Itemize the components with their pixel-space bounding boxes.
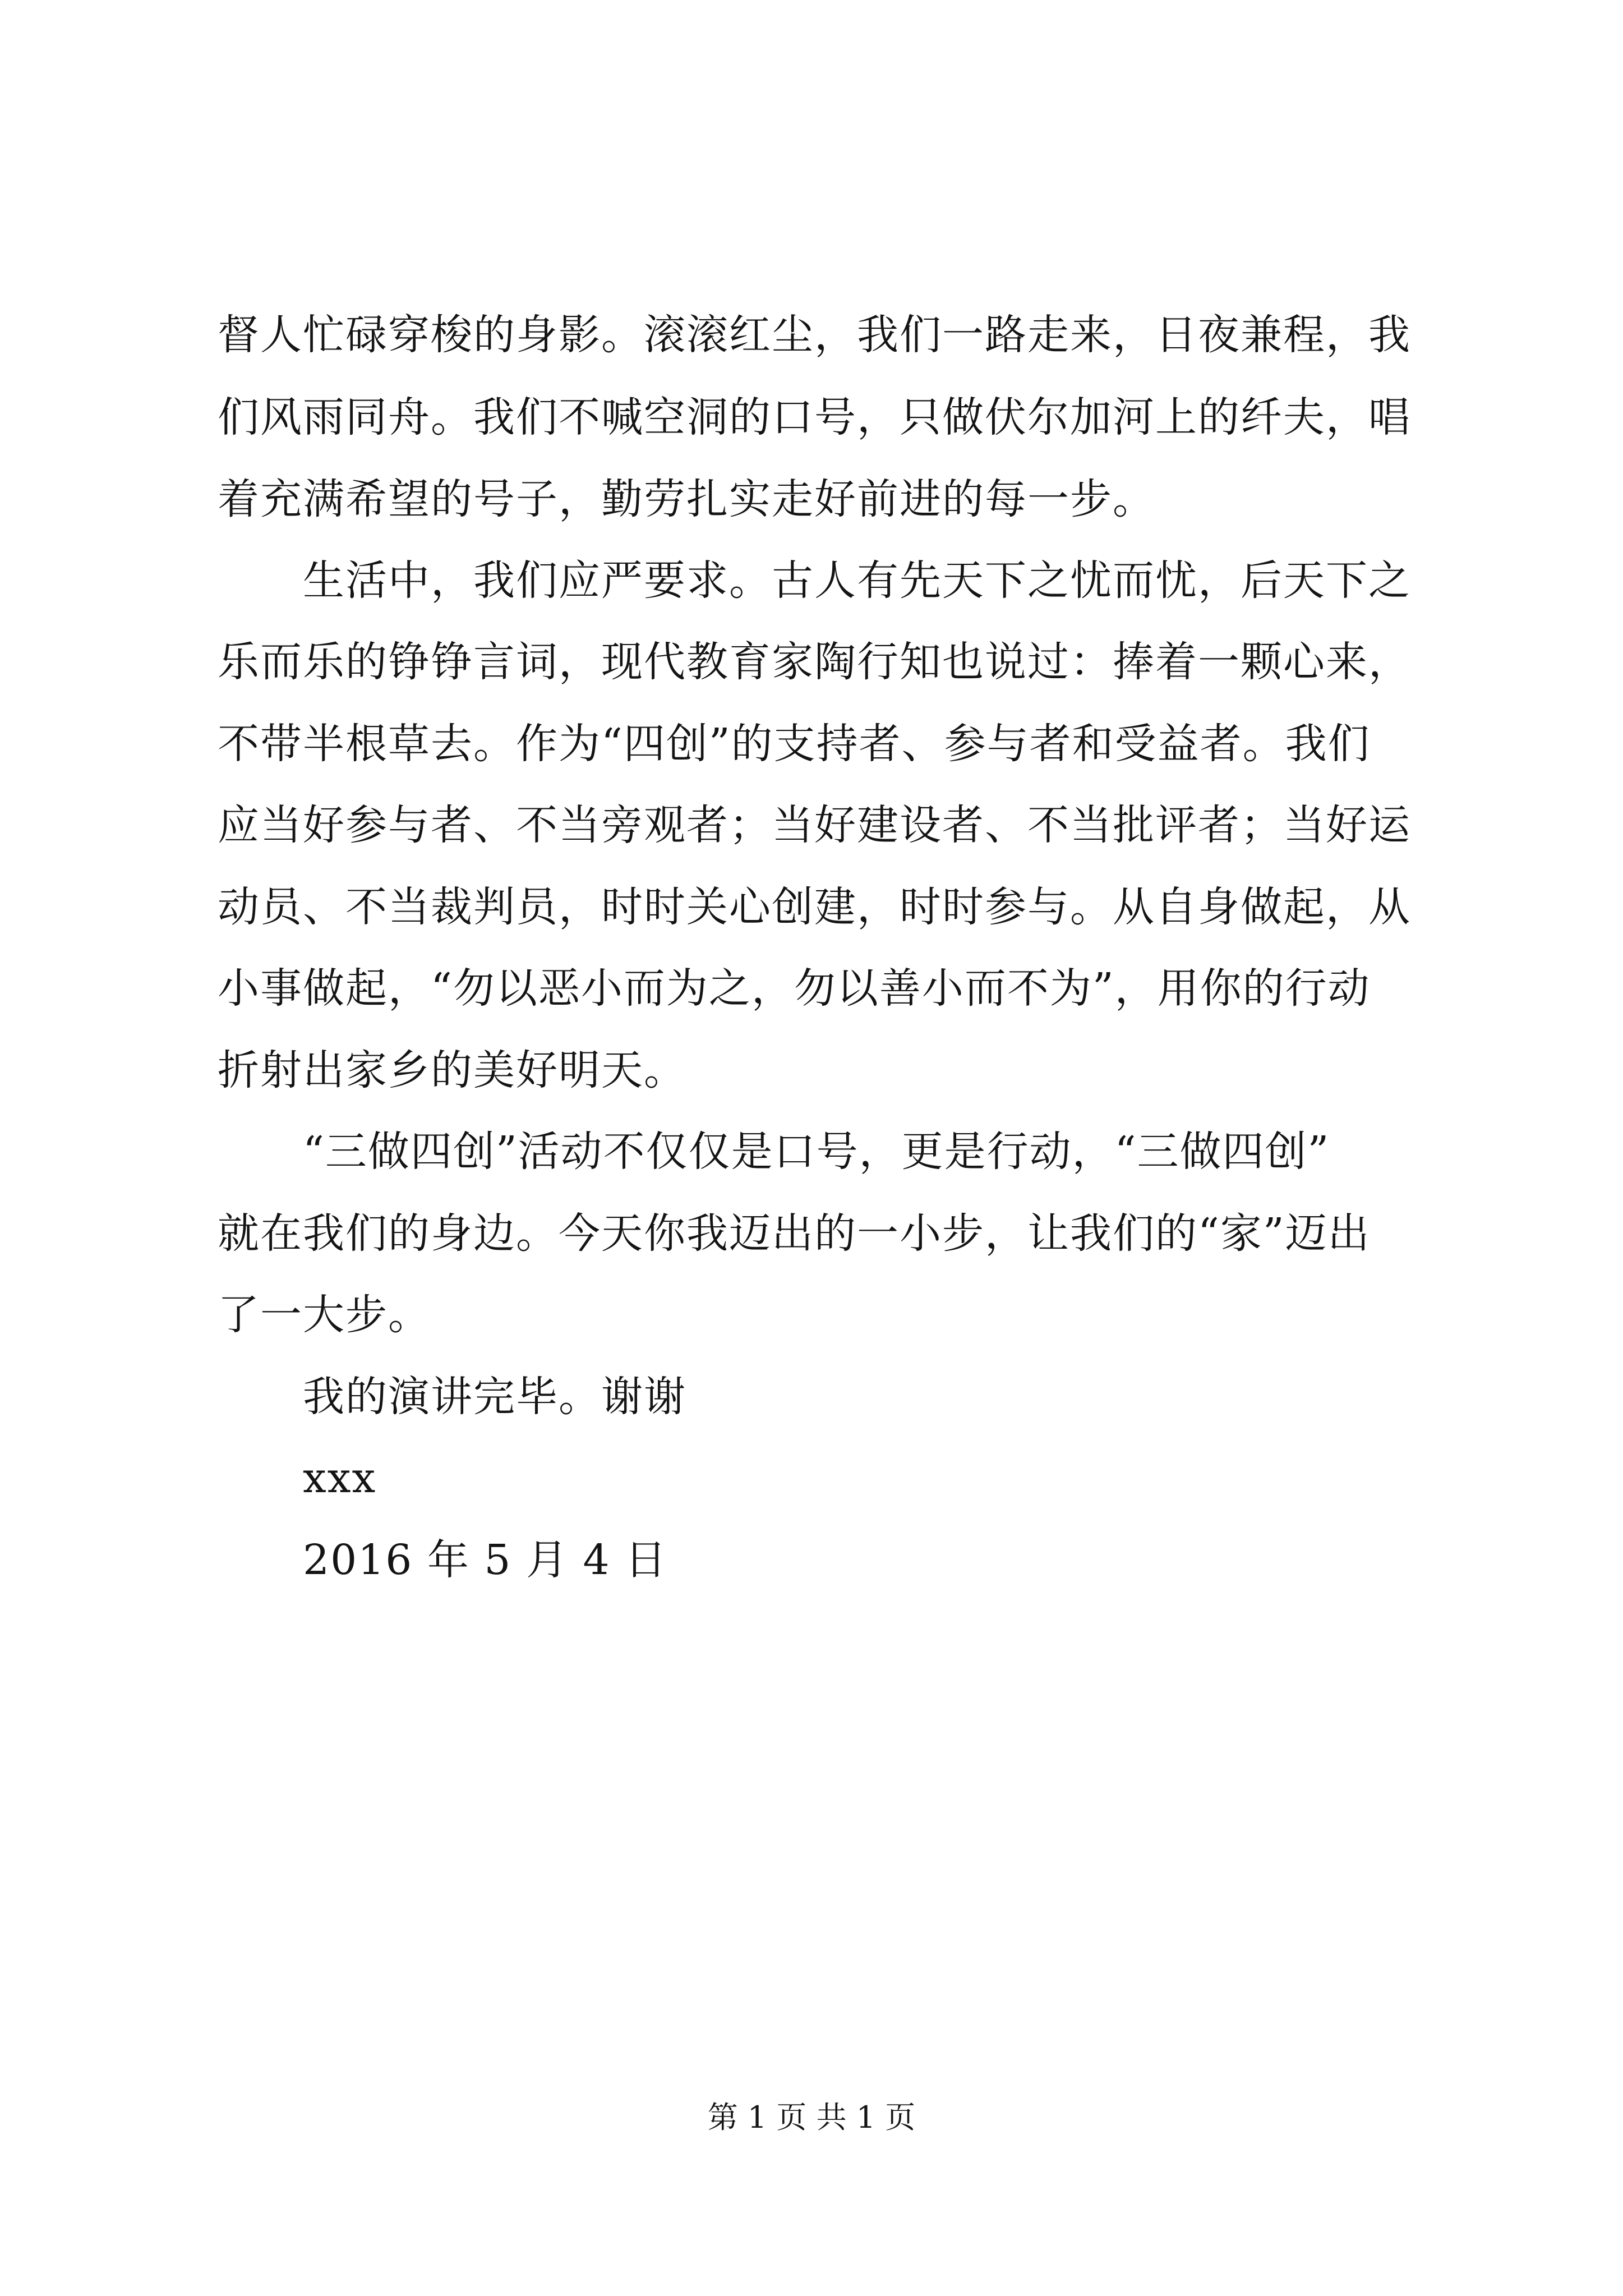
paragraph-3-line-1: “三做四创”活动不仅仅是口号，更是行动，“三做四创” <box>303 1128 1330 1176</box>
signature-name: xxx <box>303 1454 377 1502</box>
paragraph-1-line-1: 督人忙碌穿梭的身影。滚滚红尘，我们一路走来，日夜兼程，我 <box>218 311 1411 359</box>
paragraph-1-line-3: 着充满希望的号子，勤劳扎实走好前进的每一步。 <box>218 475 1155 523</box>
page-footer: 第 1 页 共 1 页 <box>707 2100 916 2135</box>
paragraph-1-line-2: 们风雨同舟。我们不喊空洞的口号，只做伏尔加河上的纤夫，唱 <box>218 393 1411 441</box>
paragraph-2-line-5: 动员、不当裁判员，时时关心创建，时时参与。从自身做起，从 <box>218 883 1411 931</box>
signature-date: 2016 年 5 月 4 日 <box>303 1536 668 1584</box>
paragraph-3-line-3: 了一大步。 <box>218 1291 431 1339</box>
paragraph-2-line-2: 乐而乐的铮铮言词，现代教育家陶行知也说过：捧着一颗心来， <box>218 638 1411 686</box>
paragraph-2-line-7: 折射出家乡的美好明天。 <box>218 1046 686 1094</box>
paragraph-2-line-3: 不带半根草去。作为“四创”的支持者、参与者和受益者。我们 <box>218 720 1371 768</box>
paragraph-2-line-1: 生活中，我们应严要求。古人有先天下之忧而忧，后天下之 <box>303 556 1411 605</box>
paragraph-2-line-6: 小事做起，“勿以恶小而为之，勿以善小而不为”，用你的行动 <box>218 964 1371 1013</box>
paragraph-2-line-4: 应当好参与者、不当旁观者；当好建设者、不当批评者；当好运 <box>218 801 1411 849</box>
closing-thanks: 我的演讲完毕。谢谢 <box>303 1373 686 1421</box>
paragraph-3-line-2: 就在我们的身边。今天你我迈出的一小步，让我们的“家”迈出 <box>218 1209 1371 1258</box>
